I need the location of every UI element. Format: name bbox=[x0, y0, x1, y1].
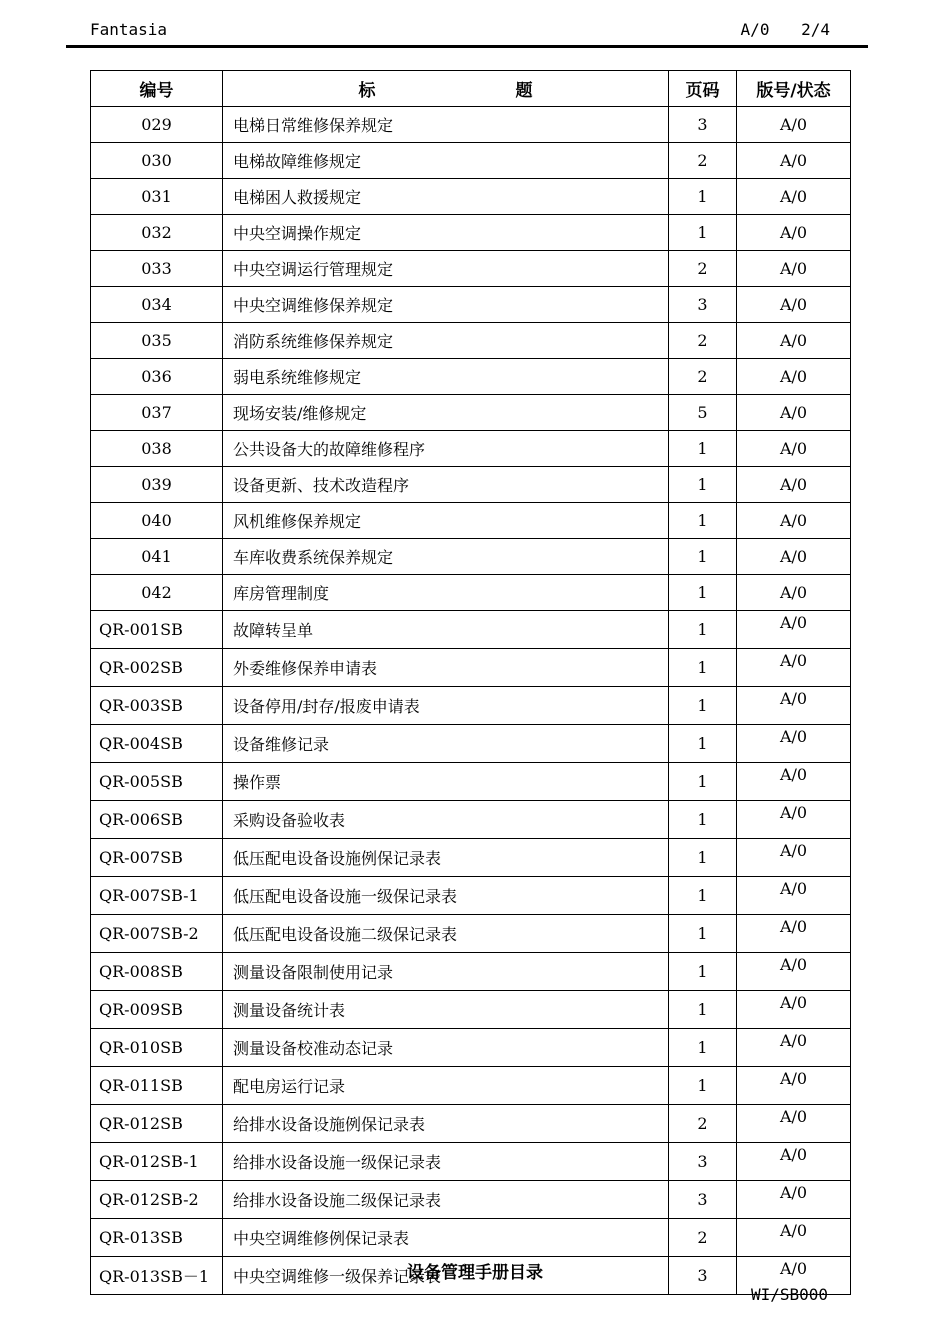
row-pages: 1 bbox=[669, 839, 737, 877]
row-code: QR-013SB－1 bbox=[91, 1257, 223, 1295]
row-pages: 1 bbox=[669, 467, 737, 503]
row-version: A/0 bbox=[737, 467, 851, 503]
row-pages: 1 bbox=[669, 801, 737, 839]
row-code: 042 bbox=[91, 575, 223, 611]
row-title: 中央空调维修保养规定 bbox=[223, 287, 669, 323]
header-rule bbox=[66, 45, 868, 48]
row-title: 给排水设备设施二级保记录表 bbox=[223, 1181, 669, 1219]
row-code: QR-005SB bbox=[91, 763, 223, 801]
row-pages: 2 bbox=[669, 1219, 737, 1257]
row-title: 测量设备校准动态记录 bbox=[223, 1029, 669, 1067]
table-row bbox=[91, 143, 851, 179]
row-version: A/0 bbox=[737, 839, 851, 877]
row-code: 035 bbox=[91, 323, 223, 359]
row-title: 电梯故障维修规定 bbox=[223, 143, 669, 179]
row-code: 040 bbox=[91, 503, 223, 539]
row-code: QR-013SB bbox=[91, 1219, 223, 1257]
table-row bbox=[91, 1105, 851, 1143]
row-version: A/0 bbox=[737, 1219, 851, 1257]
row-pages: 1 bbox=[669, 991, 737, 1029]
row-pages: 1 bbox=[669, 431, 737, 467]
row-version: A/0 bbox=[737, 915, 851, 953]
row-title: 低压配电设备设施例保记录表 bbox=[223, 839, 669, 877]
row-code: QR-004SB bbox=[91, 725, 223, 763]
page-header bbox=[90, 20, 830, 42]
row-code: QR-010SB bbox=[91, 1029, 223, 1067]
row-code: QR-003SB bbox=[91, 687, 223, 725]
table-row bbox=[91, 287, 851, 323]
row-pages: 2 bbox=[669, 251, 737, 287]
row-version: A/0 bbox=[737, 611, 851, 649]
table-row bbox=[91, 323, 851, 359]
column-header-code: 编号 bbox=[91, 71, 223, 107]
table-row bbox=[91, 215, 851, 251]
table-row bbox=[91, 503, 851, 539]
column-header-title-part-1: 标 bbox=[358, 81, 376, 101]
row-code: 038 bbox=[91, 431, 223, 467]
row-version: A/0 bbox=[737, 143, 851, 179]
row-pages: 3 bbox=[669, 287, 737, 323]
row-version: A/0 bbox=[737, 215, 851, 251]
row-title: 中央空调维修一级保养记录表 bbox=[223, 1257, 669, 1295]
row-pages: 2 bbox=[669, 359, 737, 395]
row-version: A/0 bbox=[737, 431, 851, 467]
row-code: QR-002SB bbox=[91, 649, 223, 687]
row-title: 弱电系统维修规定 bbox=[223, 359, 669, 395]
row-pages: 2 bbox=[669, 143, 737, 179]
row-version: A/0 bbox=[737, 1181, 851, 1219]
row-pages: 1 bbox=[669, 1067, 737, 1105]
row-code: 031 bbox=[91, 179, 223, 215]
row-version: A/0 bbox=[737, 107, 851, 143]
row-code: 041 bbox=[91, 539, 223, 575]
row-title: 电梯日常维修保养规定 bbox=[223, 107, 669, 143]
manual-title: 设备管理手册目录 bbox=[407, 1263, 543, 1283]
row-title: 风机维修保养规定 bbox=[223, 503, 669, 539]
row-version: A/0 bbox=[737, 575, 851, 611]
row-version: A/0 bbox=[737, 251, 851, 287]
row-version: A/0 bbox=[737, 877, 851, 915]
row-title: 测量设备限制使用记录 bbox=[223, 953, 669, 991]
row-title: 车库收费系统保养规定 bbox=[223, 539, 669, 575]
row-pages: 2 bbox=[669, 1105, 737, 1143]
row-version: A/0 bbox=[737, 1105, 851, 1143]
row-code: QR-012SB bbox=[91, 1105, 223, 1143]
table-row bbox=[91, 953, 851, 991]
row-code: 033 bbox=[91, 251, 223, 287]
row-title: 库房管理制度 bbox=[223, 575, 669, 611]
catalog-table bbox=[90, 70, 851, 1295]
row-title: 给排水设备设施例保记录表 bbox=[223, 1105, 669, 1143]
column-header-version: 版号/状态 bbox=[737, 71, 851, 107]
row-pages: 1 bbox=[669, 1029, 737, 1067]
row-code: QR-001SB bbox=[91, 611, 223, 649]
row-version: A/0 bbox=[737, 763, 851, 801]
row-title: 公共设备大的故障维修程序 bbox=[223, 431, 669, 467]
row-title: 中央空调运行管理规定 bbox=[223, 251, 669, 287]
row-pages: 1 bbox=[669, 763, 737, 801]
row-version: A/0 bbox=[737, 359, 851, 395]
row-pages: 1 bbox=[669, 687, 737, 725]
row-code: QR-011SB bbox=[91, 1067, 223, 1105]
row-code: QR-007SB bbox=[91, 839, 223, 877]
table-row bbox=[91, 649, 851, 687]
table-row bbox=[91, 1067, 851, 1105]
row-title: 测量设备统计表 bbox=[223, 991, 669, 1029]
row-title: 设备更新、技术改造程序 bbox=[223, 467, 669, 503]
row-pages: 2 bbox=[669, 323, 737, 359]
table-row bbox=[91, 395, 851, 431]
row-title: 操作票 bbox=[223, 763, 669, 801]
row-version: A/0 bbox=[737, 953, 851, 991]
row-version: A/0 bbox=[737, 1257, 851, 1295]
column-header-title bbox=[223, 71, 669, 107]
row-version: A/0 bbox=[737, 539, 851, 575]
table-row bbox=[91, 539, 851, 575]
row-code: QR-009SB bbox=[91, 991, 223, 1029]
table-row bbox=[91, 251, 851, 287]
row-version: A/0 bbox=[737, 503, 851, 539]
table-row bbox=[91, 763, 851, 801]
row-title: 给排水设备设施一级保记录表 bbox=[223, 1143, 669, 1181]
row-code: 029 bbox=[91, 107, 223, 143]
row-version: A/0 bbox=[737, 687, 851, 725]
row-pages: 1 bbox=[669, 649, 737, 687]
row-code: QR-007SB-2 bbox=[91, 915, 223, 953]
table-row bbox=[91, 359, 851, 395]
row-version: A/0 bbox=[737, 179, 851, 215]
row-pages: 1 bbox=[669, 539, 737, 575]
row-title: 故障转呈单 bbox=[223, 611, 669, 649]
table-row bbox=[91, 915, 851, 953]
row-pages: 3 bbox=[669, 1143, 737, 1181]
table-row bbox=[91, 431, 851, 467]
table-row bbox=[91, 839, 851, 877]
table-header-row bbox=[91, 71, 851, 107]
table-row bbox=[91, 1219, 851, 1257]
column-header-title-part-2: 题 bbox=[515, 81, 533, 101]
row-pages: 5 bbox=[669, 395, 737, 431]
column-header-pages: 页码 bbox=[669, 71, 737, 107]
row-version: A/0 bbox=[737, 395, 851, 431]
table-row bbox=[91, 575, 851, 611]
row-title: 外委维修保养申请表 bbox=[223, 649, 669, 687]
row-title: 采购设备验收表 bbox=[223, 801, 669, 839]
row-version: A/0 bbox=[737, 323, 851, 359]
table-row bbox=[91, 467, 851, 503]
table-row bbox=[91, 1029, 851, 1067]
row-version: A/0 bbox=[737, 801, 851, 839]
row-code: QR-006SB bbox=[91, 801, 223, 839]
document-code: WI/SB000 bbox=[750, 1285, 828, 1304]
row-pages: 1 bbox=[669, 725, 737, 763]
row-version: A/0 bbox=[737, 1067, 851, 1105]
row-pages: 1 bbox=[669, 179, 737, 215]
row-version: A/0 bbox=[737, 287, 851, 323]
table-row bbox=[91, 107, 851, 143]
row-code: 032 bbox=[91, 215, 223, 251]
row-pages: 3 bbox=[669, 1181, 737, 1219]
row-pages: 1 bbox=[669, 953, 737, 991]
header-meta bbox=[719, 20, 830, 39]
row-code: 034 bbox=[91, 287, 223, 323]
table-row bbox=[91, 801, 851, 839]
row-pages: 3 bbox=[669, 107, 737, 143]
table-row bbox=[91, 179, 851, 215]
row-code: 036 bbox=[91, 359, 223, 395]
row-title: 消防系统维修保养规定 bbox=[223, 323, 669, 359]
header-version: A/0 bbox=[740, 20, 770, 39]
row-pages: 1 bbox=[669, 877, 737, 915]
row-pages: 1 bbox=[669, 503, 737, 539]
table-row bbox=[91, 1143, 851, 1181]
row-title: 低压配电设备设施二级保记录表 bbox=[223, 915, 669, 953]
table-row bbox=[91, 991, 851, 1029]
row-code: 037 bbox=[91, 395, 223, 431]
row-version: A/0 bbox=[737, 991, 851, 1029]
row-code: QR-012SB-2 bbox=[91, 1181, 223, 1219]
row-code: QR-012SB-1 bbox=[91, 1143, 223, 1181]
row-version: A/0 bbox=[737, 725, 851, 763]
row-version: A/0 bbox=[737, 1029, 851, 1067]
brand-name: Fantasia bbox=[90, 20, 168, 39]
row-title: 现场安装/维修规定 bbox=[223, 395, 669, 431]
table-row bbox=[91, 725, 851, 763]
row-code: 030 bbox=[91, 143, 223, 179]
row-pages: 1 bbox=[669, 915, 737, 953]
row-title: 配电房运行记录 bbox=[223, 1067, 669, 1105]
row-code: QR-007SB-1 bbox=[91, 877, 223, 915]
row-code: 039 bbox=[91, 467, 223, 503]
table-row bbox=[91, 611, 851, 649]
header-page-number: 2/4 bbox=[801, 20, 830, 39]
row-title: 设备停用/封存/报废申请表 bbox=[223, 687, 669, 725]
row-version: A/0 bbox=[737, 649, 851, 687]
row-pages: 3 bbox=[669, 1257, 737, 1295]
row-pages: 1 bbox=[669, 575, 737, 611]
row-version: A/0 bbox=[737, 1143, 851, 1181]
row-pages: 1 bbox=[669, 611, 737, 649]
table-row bbox=[91, 687, 851, 725]
row-title: 中央空调操作规定 bbox=[223, 215, 669, 251]
row-code: QR-008SB bbox=[91, 953, 223, 991]
row-title: 设备维修记录 bbox=[223, 725, 669, 763]
row-pages: 1 bbox=[669, 215, 737, 251]
row-title: 中央空调维修例保记录表 bbox=[223, 1219, 669, 1257]
row-title: 电梯困人救援规定 bbox=[223, 179, 669, 215]
table-row bbox=[91, 1181, 851, 1219]
table-row bbox=[91, 877, 851, 915]
row-title: 低压配电设备设施一级保记录表 bbox=[223, 877, 669, 915]
